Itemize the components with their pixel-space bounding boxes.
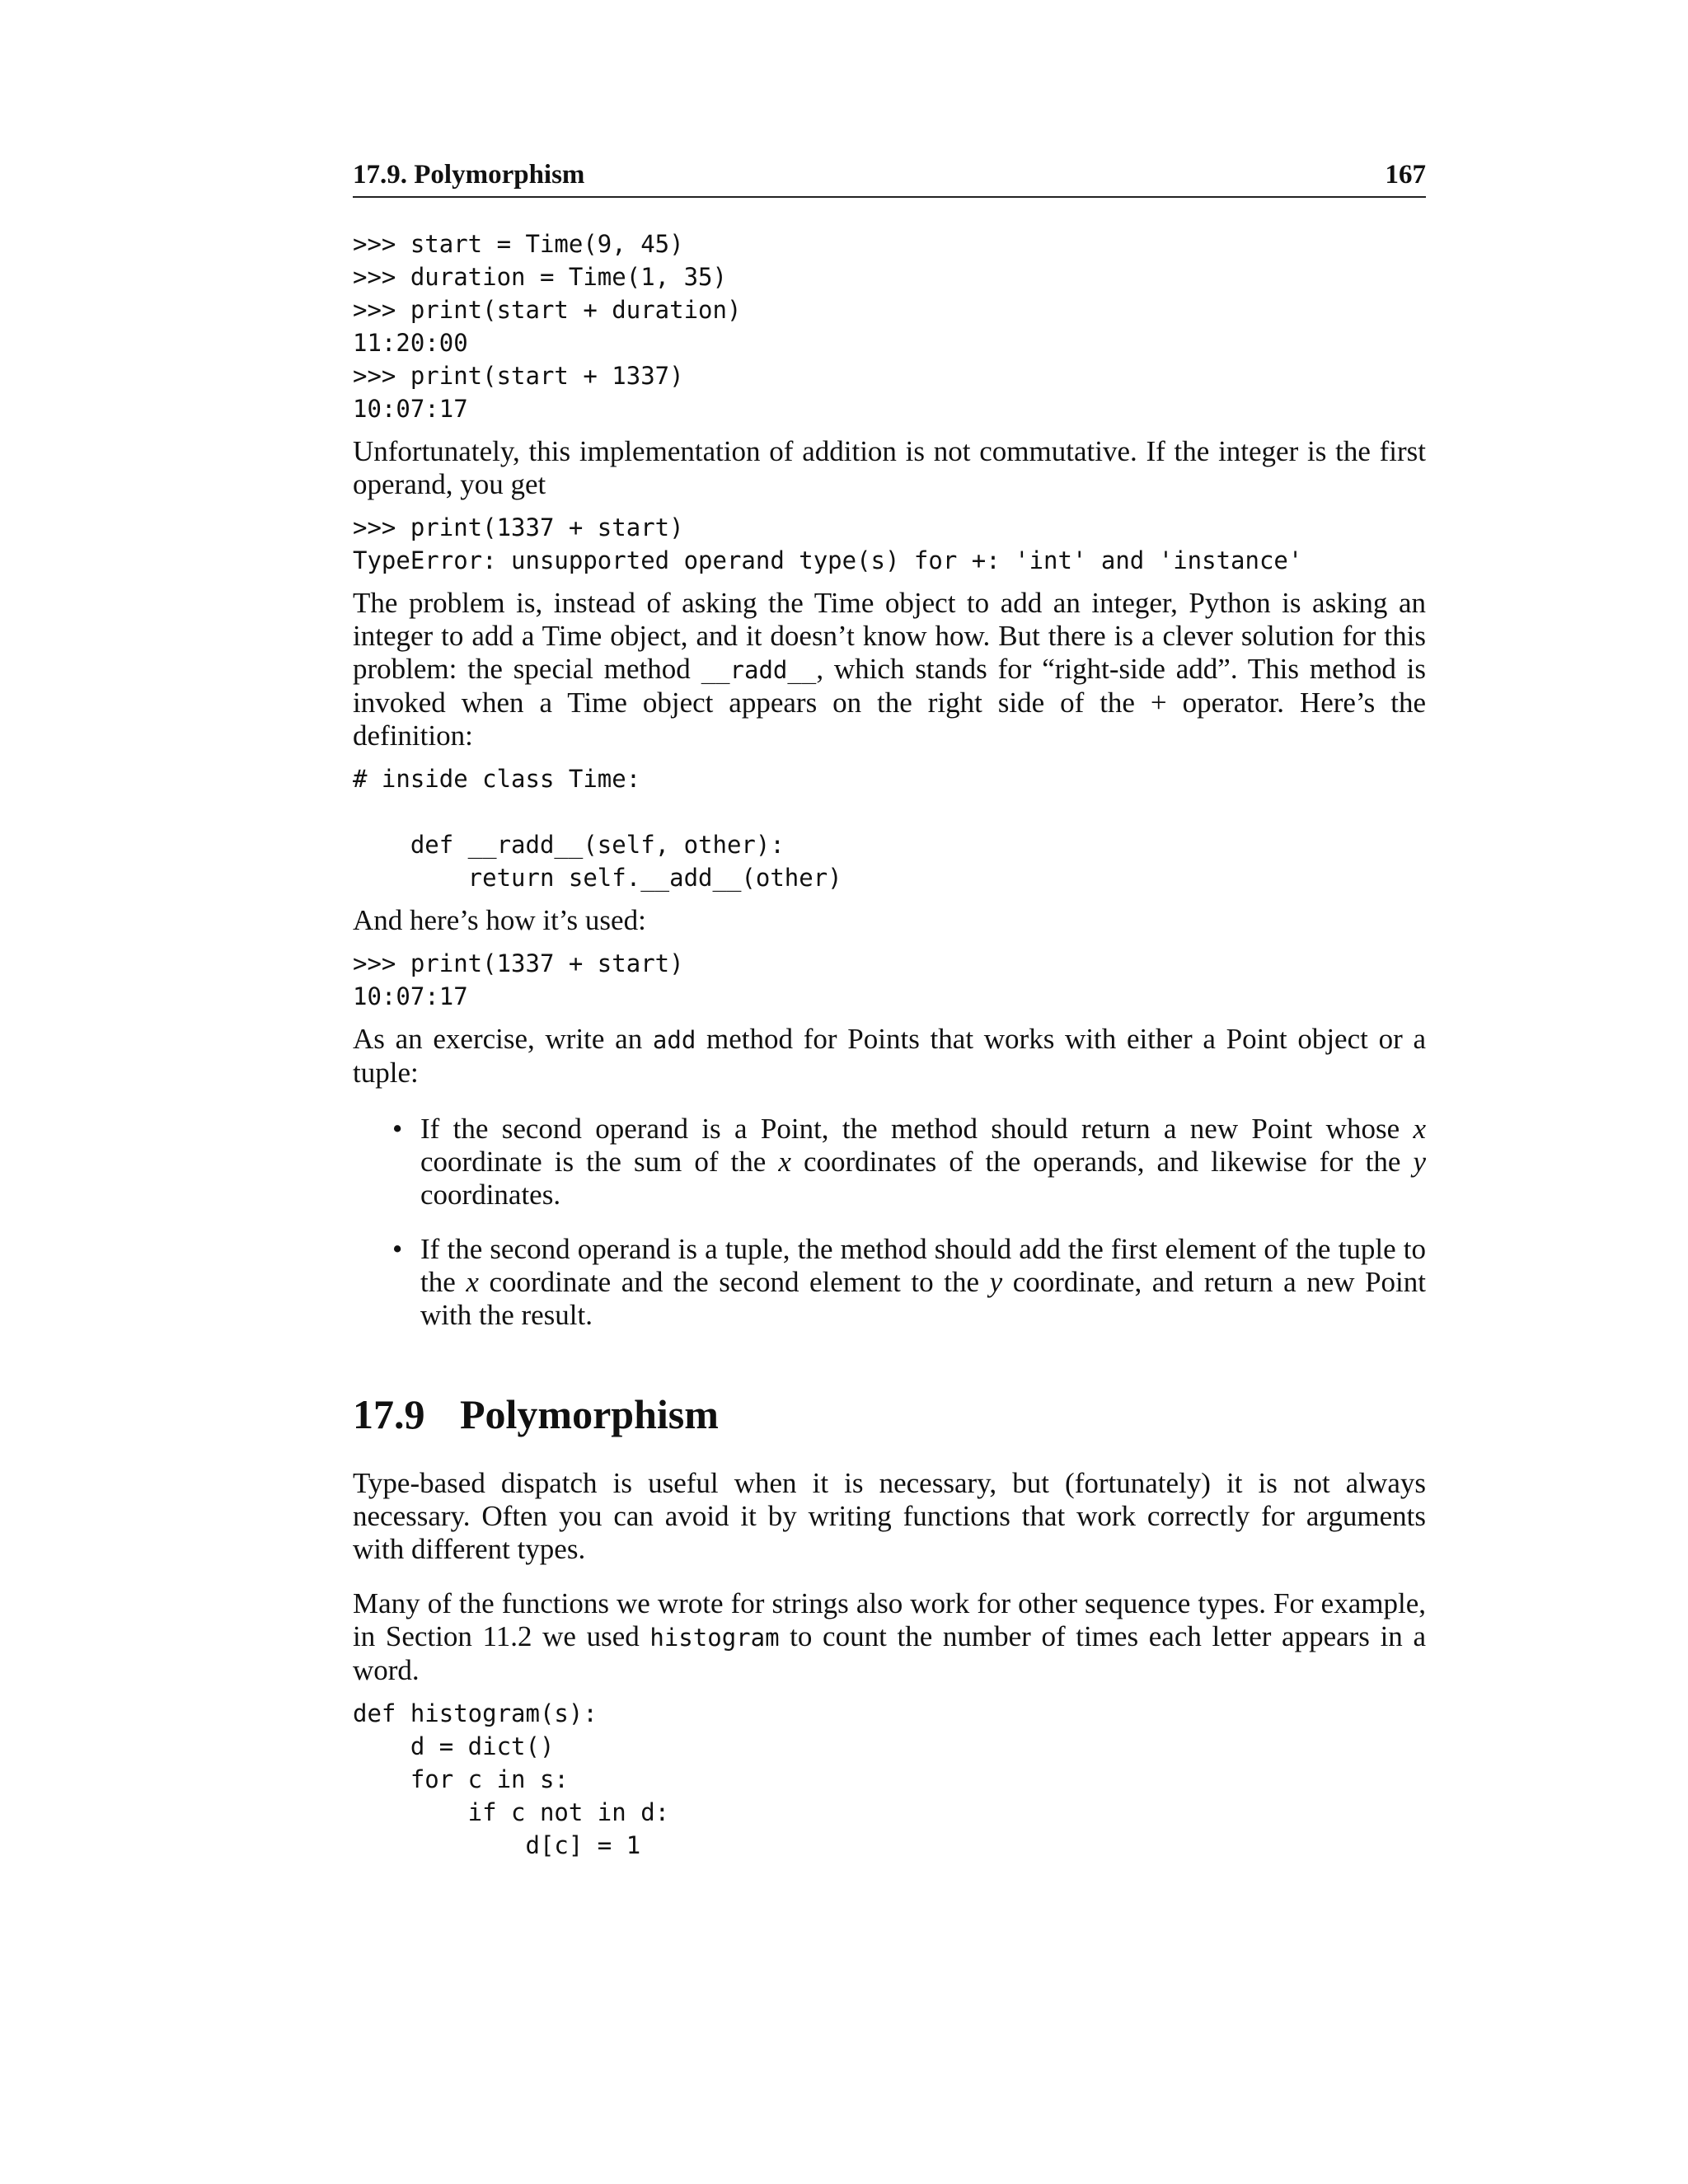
math-var-y: y [1413, 1146, 1426, 1178]
math-var-x: x [778, 1146, 791, 1178]
bullet-1-part-c: coordinates of the operands, and likewise for the [790, 1146, 1414, 1178]
bullet-2-part-a: If the second operand is a tuple, the method should add the first element of the tuple to the [420, 1233, 1426, 1298]
bullet-2-part-b: coordinate and the second element to the [478, 1266, 990, 1298]
paragraph-commutative: Unfortunately, this implementation of addition is not commutative. If the integer is the first operand, you get [353, 435, 1426, 500]
bullet-1-part-d: coordinates. [420, 1179, 561, 1211]
paragraph-exercise-part-b: method for Points that works with either a Point object or a tuple: [353, 1023, 1426, 1089]
paragraph-exercise [353, 1023, 1426, 1090]
bullet-icon: • [392, 1233, 403, 1265]
code-block-typeerror: >>> print(1337 + start) TypeError: unsupported operand type(s) for +: 'int' and 'instance' [353, 513, 1303, 574]
paragraph-type-dispatch: Type-based dispatch is useful when it is necessary, but (fortunately) it is not always necessary. Often you can avoid it by writing functions that work correctly for arguments with different types. [353, 1467, 1426, 1565]
section-heading [353, 1390, 1426, 1439]
list-item [392, 1113, 1426, 1212]
paragraph-exercise-part-a: As an exercise, write an [353, 1023, 653, 1055]
running-head [353, 160, 1426, 198]
code-block-time-addition: >>> start = Time(9, 45) >>> duration = Time(1, 35) >>> print(start + duration) 11:20:00 >>> print(start + 1337) 10:07:17 [353, 230, 742, 423]
bullet-1-part-b: coordinate is the sum of the [420, 1146, 779, 1178]
math-var-x: x [1413, 1113, 1426, 1145]
bullet-2-part-c: coordinate, and return a new Point with the result. [420, 1266, 1427, 1331]
paragraph-radd-part-b: , which stands for “right-side add”. This method is invoked when a Time object appears on the right side of the + operator. Here’s the definition: [353, 653, 1426, 752]
math-var-y: y [989, 1266, 1003, 1298]
inline-code-histogram: histogram [649, 1624, 780, 1652]
running-head-section: 17.9. Polymorphism [353, 160, 585, 190]
paragraph-radd [353, 587, 1426, 752]
code-block-histogram: def histogram(s): d = dict() for c in s: if c not in d: d[c] = 1 [353, 1699, 670, 1859]
page [353, 160, 1426, 1862]
section-number: 17.9 [353, 1391, 425, 1437]
code-block-radd-definition: # inside class Time: def __radd__(self, other): return self.__add__(other) [353, 765, 842, 892]
paragraph-usage: And here’s how it’s used: [353, 904, 646, 936]
math-var-x: x [466, 1266, 479, 1298]
paragraph-radd-part-a: The problem is, instead of asking the Time object to add an integer, Python is asking an integer to add a Time object, and it doesn’t know how. But there is a clever solution for this problem: the special method [353, 587, 1426, 685]
paragraph-sequence-types [353, 1587, 1426, 1687]
bullet-icon: • [392, 1113, 403, 1145]
code-block-radd-usage: >>> print(1337 + start) 10:07:17 [353, 949, 684, 1010]
bullet-1-part-a: If the second operand is a Point, the method should return a new Point whose [420, 1113, 1414, 1145]
page-number: 167 [1385, 160, 1426, 190]
list-item [392, 1233, 1427, 1332]
inline-code-add: add [652, 1026, 696, 1054]
paragraph-sequence-part-b: to count the number of times each letter appears in a word. [353, 1620, 1426, 1686]
paragraph-sequence-part-a: Many of the functions we wrote for strings also work for other sequence types. For example, in Section 11.2 we used [353, 1587, 1426, 1652]
exercise-bullet-list [353, 1113, 1426, 1332]
section-title: Polymorphism [460, 1391, 719, 1437]
inline-code-radd: __radd__ [701, 656, 817, 684]
